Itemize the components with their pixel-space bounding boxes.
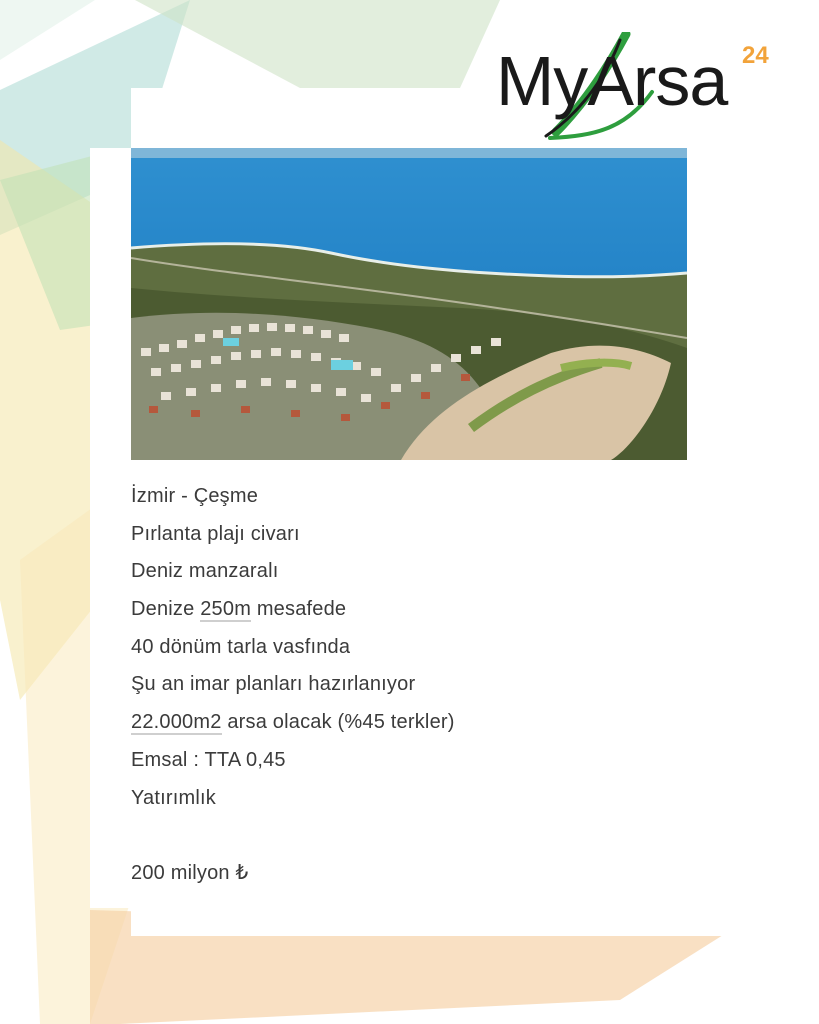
view-line: Deniz manzaralı (131, 560, 279, 583)
area-line: 40 dönüm tarla vasfında (131, 635, 351, 658)
plot-value-link[interactable]: 22.000m2 (131, 711, 222, 734)
purpose-line: Yatırımlık (131, 786, 216, 809)
aerial-photo (131, 148, 687, 460)
logo-superscript: 24 (742, 42, 769, 69)
plot-suffix: arsa olacak (%45 terkler) (221, 711, 455, 734)
logo-word-rsa: rsa (633, 42, 728, 120)
distance-line (131, 593, 731, 631)
distance-value-link[interactable]: 250m (200, 598, 252, 621)
distance-suffix: mesafede (251, 598, 347, 621)
myarsa-logo (496, 30, 786, 140)
logo-letter-a: A (587, 42, 634, 120)
plot-line (131, 706, 731, 744)
plan-line: Şu an imar planları hazırlanıyor (131, 673, 416, 696)
distance-prefix: Denize (131, 598, 201, 621)
nearby-line: Pırlanta plajı civarı (131, 522, 300, 545)
location-line: İzmir - Çeşme (131, 485, 259, 507)
price: 200 milyon ₺ (131, 862, 249, 884)
emsal-line: Emsal : TTA 0,45 (131, 748, 286, 771)
logo-word-my: My (496, 42, 588, 120)
logo-wordmark (496, 42, 728, 120)
listing-details (131, 480, 731, 819)
